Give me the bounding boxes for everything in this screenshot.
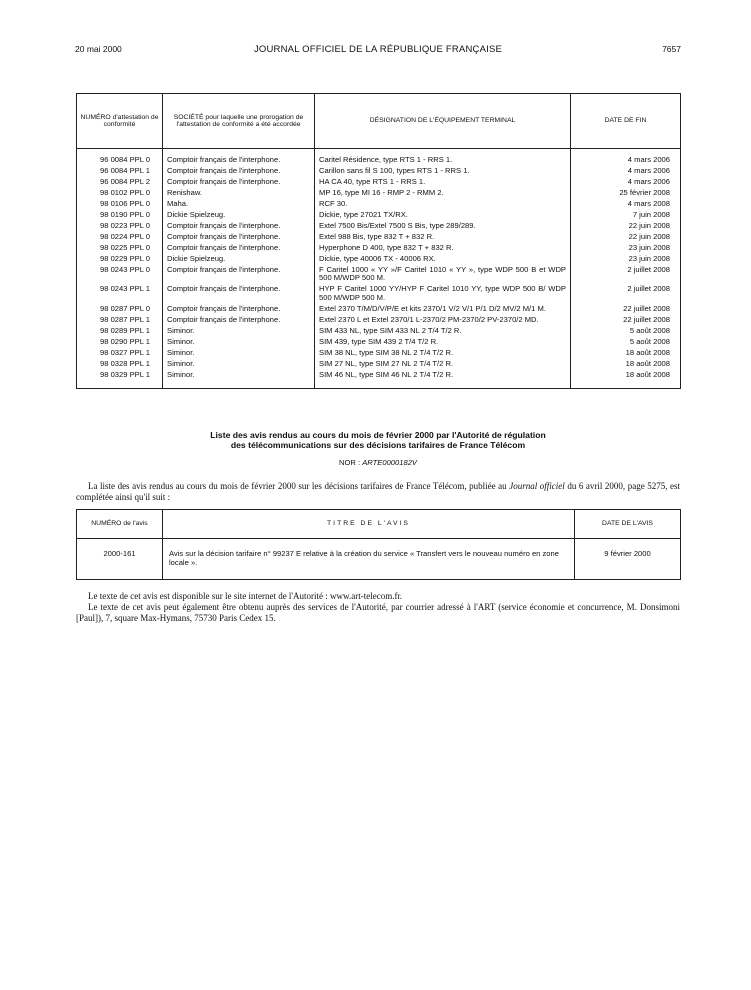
cell-date: 4 mars 2006: [571, 166, 681, 177]
col-header-numero: NUMÉRO d'attestation de conformité: [77, 94, 163, 149]
cell-date: 25 février 2008: [571, 188, 681, 199]
journal-title: JOURNAL OFFICIEL DE LA RÉPUBLIQUE FRANÇAISE: [253, 44, 503, 55]
table-row: [77, 232, 681, 243]
cell-designation: Extel 2370 T/M/D/V/P/E et kits 2370/1 V/2 V/1 P/1 D/2 MV/2 M/1 M.: [315, 304, 571, 315]
cell-numero: 98 0287 PPL 0: [77, 304, 163, 315]
cell-societe: Comptoir français de l'interphone.: [163, 166, 315, 177]
avis-table-header: [77, 510, 681, 539]
cell-titre-avis: Avis sur la décision tarifaire n° 99237 E relative à la création du service « Transfert vers le nouveau numéro en zone locale ».: [163, 539, 575, 580]
cell-designation: HYP F Caritel 1000 YY/HYP F Caritel 1010 YY, type WDP 500 B/ WDP 500 M/WDP 500 M.: [315, 284, 571, 304]
cell-designation: SIM 433 NL, type SIM 433 NL 2 T/4 T/2 R.: [315, 326, 571, 337]
cell-designation: Extel 988 Bis, type 832 T + 832 R.: [315, 232, 571, 243]
cell-societe: Siminor.: [163, 359, 315, 370]
cell-numero: 98 0289 PPL 1: [77, 326, 163, 337]
cell-date: 23 juin 2008: [571, 254, 681, 265]
table-row: [77, 315, 681, 326]
nor-code: ARTE0000182V: [362, 458, 417, 467]
cell-societe: Comptoir français de l'interphone.: [163, 221, 315, 232]
cell-date: 4 mars 2006: [571, 149, 681, 166]
table-row: [77, 149, 681, 166]
col-header-numero-avis: NUMÉRO de l'avis: [77, 510, 163, 539]
table-row: [77, 199, 681, 210]
cell-societe: Comptoir français de l'interphone.: [163, 232, 315, 243]
avis-table: [76, 509, 681, 580]
cell-numero: 98 0287 PPL 1: [77, 315, 163, 326]
cell-date-avis: 9 février 2000: [575, 539, 681, 580]
cell-numero: 98 0327 PPL 1: [77, 348, 163, 359]
table-row: [77, 210, 681, 221]
cell-date: 7 juin 2008: [571, 210, 681, 221]
cell-numero: 98 0224 PPL 0: [77, 232, 163, 243]
cell-societe: Comptoir français de l'interphone.: [163, 315, 315, 326]
cell-societe: Renishaw.: [163, 188, 315, 199]
cell-numero: 98 0328 PPL 1: [77, 359, 163, 370]
cell-societe: Siminor.: [163, 370, 315, 388]
cell-date: 18 août 2008: [571, 359, 681, 370]
cell-designation: SIM 46 NL, type SIM 46 NL 2 T/4 T/2 R.: [315, 370, 571, 388]
cell-numero: 98 0329 PPL 1: [77, 370, 163, 388]
cell-designation: Dickie, type 40006 TX - 40006 RX.: [315, 254, 571, 265]
cell-societe: Comptoir français de l'interphone.: [163, 265, 315, 285]
cell-numero: 98 0225 PPL 0: [77, 243, 163, 254]
table-row: [77, 337, 681, 348]
cell-date: 2 juillet 2008: [571, 284, 681, 304]
intro-text-start: La liste des avis rendus au cours du mois de février 2000 sur les décisions tarifaires de France Télécom, publiée au: [88, 481, 507, 491]
cell-designation: Carillon sans fil S 100, types RTS 1 - RRS 1.: [315, 166, 571, 177]
cell-date: 23 juin 2008: [571, 243, 681, 254]
cell-date: 18 août 2008: [571, 370, 681, 388]
cell-numero-avis: 2000-161: [77, 539, 163, 580]
cell-societe: Siminor.: [163, 326, 315, 337]
table-row: [77, 166, 681, 177]
table-row: [77, 370, 681, 388]
intro-paragraph: [76, 481, 680, 503]
col-header-titre-avis: TITRE DE L'AVIS: [163, 510, 575, 539]
cell-designation: MP 16, type MI 16 - RMP 2 - RMM 2.: [315, 188, 571, 199]
cell-numero: 98 0229 PPL 0: [77, 254, 163, 265]
footer-paragraph-2: Le texte de cet avis peut également être obtenu auprès des services de l'Autorité, par courrier adressé à l'ART (service économie et concurrence, M. Donsimoni [Paul]), 7, square Max-Hymans, 75730 Paris Cedex 15.: [76, 602, 680, 623]
cell-date: 22 juin 2008: [571, 221, 681, 232]
table-row: [77, 539, 681, 580]
table-row: [77, 304, 681, 315]
footer-paragraph-1: Le texte de cet avis est disponible sur le site internet de l'Autorité : www.art-telecom.fr.: [88, 591, 403, 601]
table-row: [77, 265, 681, 285]
cell-numero: 98 0243 PPL 1: [77, 284, 163, 304]
cell-designation: SIM 38 NL, type SIM 38 NL 2 T/4 T/2 R.: [315, 348, 571, 359]
cell-societe: Siminor.: [163, 348, 315, 359]
nor-label: NOR :: [339, 458, 361, 467]
notice-title-line-1: Liste des avis rendus au cours du mois de février 2000 par l'Autorité de régulation: [210, 430, 546, 440]
page-number: 7657: [662, 44, 681, 54]
equipment-table: [76, 93, 681, 389]
cell-societe: Siminor.: [163, 337, 315, 348]
equipment-table-header: [77, 94, 681, 149]
notice-title: [76, 430, 680, 450]
cell-numero: 96 0084 PPL 0: [77, 149, 163, 166]
cell-designation: RCF 30.: [315, 199, 571, 210]
cell-designation: Hyperphone D 400, type 832 T + 832 R.: [315, 243, 571, 254]
cell-date: 4 mars 2006: [571, 177, 681, 188]
cell-numero: 96 0084 PPL 2: [77, 177, 163, 188]
table-row: [77, 188, 681, 199]
cell-numero: 98 0106 PPL 0: [77, 199, 163, 210]
table-row: [77, 359, 681, 370]
cell-societe: Comptoir français de l'interphone.: [163, 177, 315, 188]
cell-numero: 98 0102 PPL 0: [77, 188, 163, 199]
cell-designation: Extel 2370 L et Extel 2370/1 L-2370/2 PM-2370/2 PV-2370/2 MD.: [315, 315, 571, 326]
cell-societe: Comptoir français de l'interphone.: [163, 284, 315, 304]
cell-designation: SIM 439, type SIM 439 2 T/4 T/2 R.: [315, 337, 571, 348]
intro-text-end: du 6 avril 2000, page 5275, est complétée ainsi qu'il suit :: [76, 481, 681, 502]
cell-numero: 96 0084 PPL 1: [77, 166, 163, 177]
cell-date: 22 juin 2008: [571, 232, 681, 243]
cell-numero: 98 0290 PPL 1: [77, 337, 163, 348]
cell-designation: Extel 7500 Bis/Extel 7500 S Bis, type 289/289.: [315, 221, 571, 232]
cell-societe: Comptoir français de l'interphone.: [163, 243, 315, 254]
cell-designation: F Caritel 1000 « YY »/F Caritel 1010 « YY », type WDP 500 B et WDP 500 M/WDP 500 M.: [315, 265, 571, 285]
cell-numero: 98 0190 PPL 0: [77, 210, 163, 221]
col-header-date-avis: DATE DE L'AVIS: [575, 510, 681, 539]
table-row: [77, 221, 681, 232]
cell-numero: 98 0243 PPL 0: [77, 265, 163, 285]
notice-title-line-2: des télécommunications sur des décisions tarifaires de France Télécom: [230, 440, 526, 450]
cell-date: 5 août 2008: [571, 337, 681, 348]
cell-numero: 98 0223 PPL 0: [77, 221, 163, 232]
cell-societe: Maha.: [163, 199, 315, 210]
cell-designation: HA CA 40, type RTS 1 - RRS 1.: [315, 177, 571, 188]
cell-date: 18 août 2008: [571, 348, 681, 359]
table-row: [77, 254, 681, 265]
table-row: [77, 243, 681, 254]
cell-date: 22 juillet 2008: [571, 315, 681, 326]
cell-date: 5 août 2008: [571, 326, 681, 337]
cell-designation: Dickie, type 27021 TX/RX.: [315, 210, 571, 221]
table-row: [77, 284, 681, 304]
issue-date: 20 mai 2000: [75, 44, 122, 54]
cell-designation: Caritel Résidence, type RTS 1 - RRS 1.: [315, 149, 571, 166]
col-header-date: DATE DE FIN: [571, 94, 681, 149]
cell-societe: Dickie Spielzeug.: [163, 210, 315, 221]
table-row: [77, 348, 681, 359]
cell-date: 2 juillet 2008: [571, 265, 681, 285]
table-row: [77, 177, 681, 188]
page-header: [75, 44, 681, 58]
col-header-designation: DÉSIGNATION DE L'ÉQUIPEMENT TERMINAL: [315, 94, 571, 149]
cell-date: 22 juillet 2008: [571, 304, 681, 315]
cell-date: 4 mars 2008: [571, 199, 681, 210]
cell-societe: Dickie Spielzeug.: [163, 254, 315, 265]
nor-reference: [76, 458, 680, 467]
table-row: [77, 326, 681, 337]
cell-designation: SIM 27 NL, type SIM 27 NL 2 T/4 T/2 R.: [315, 359, 571, 370]
cell-societe: Comptoir français de l'interphone.: [163, 149, 315, 166]
cell-societe: Comptoir français de l'interphone.: [163, 304, 315, 315]
intro-journal-officiel: Journal officiel: [509, 481, 565, 491]
col-header-societe: SOCIÉTÉ pour laquelle une prorogation de l'attestation de conformité a été accordée: [163, 94, 315, 149]
